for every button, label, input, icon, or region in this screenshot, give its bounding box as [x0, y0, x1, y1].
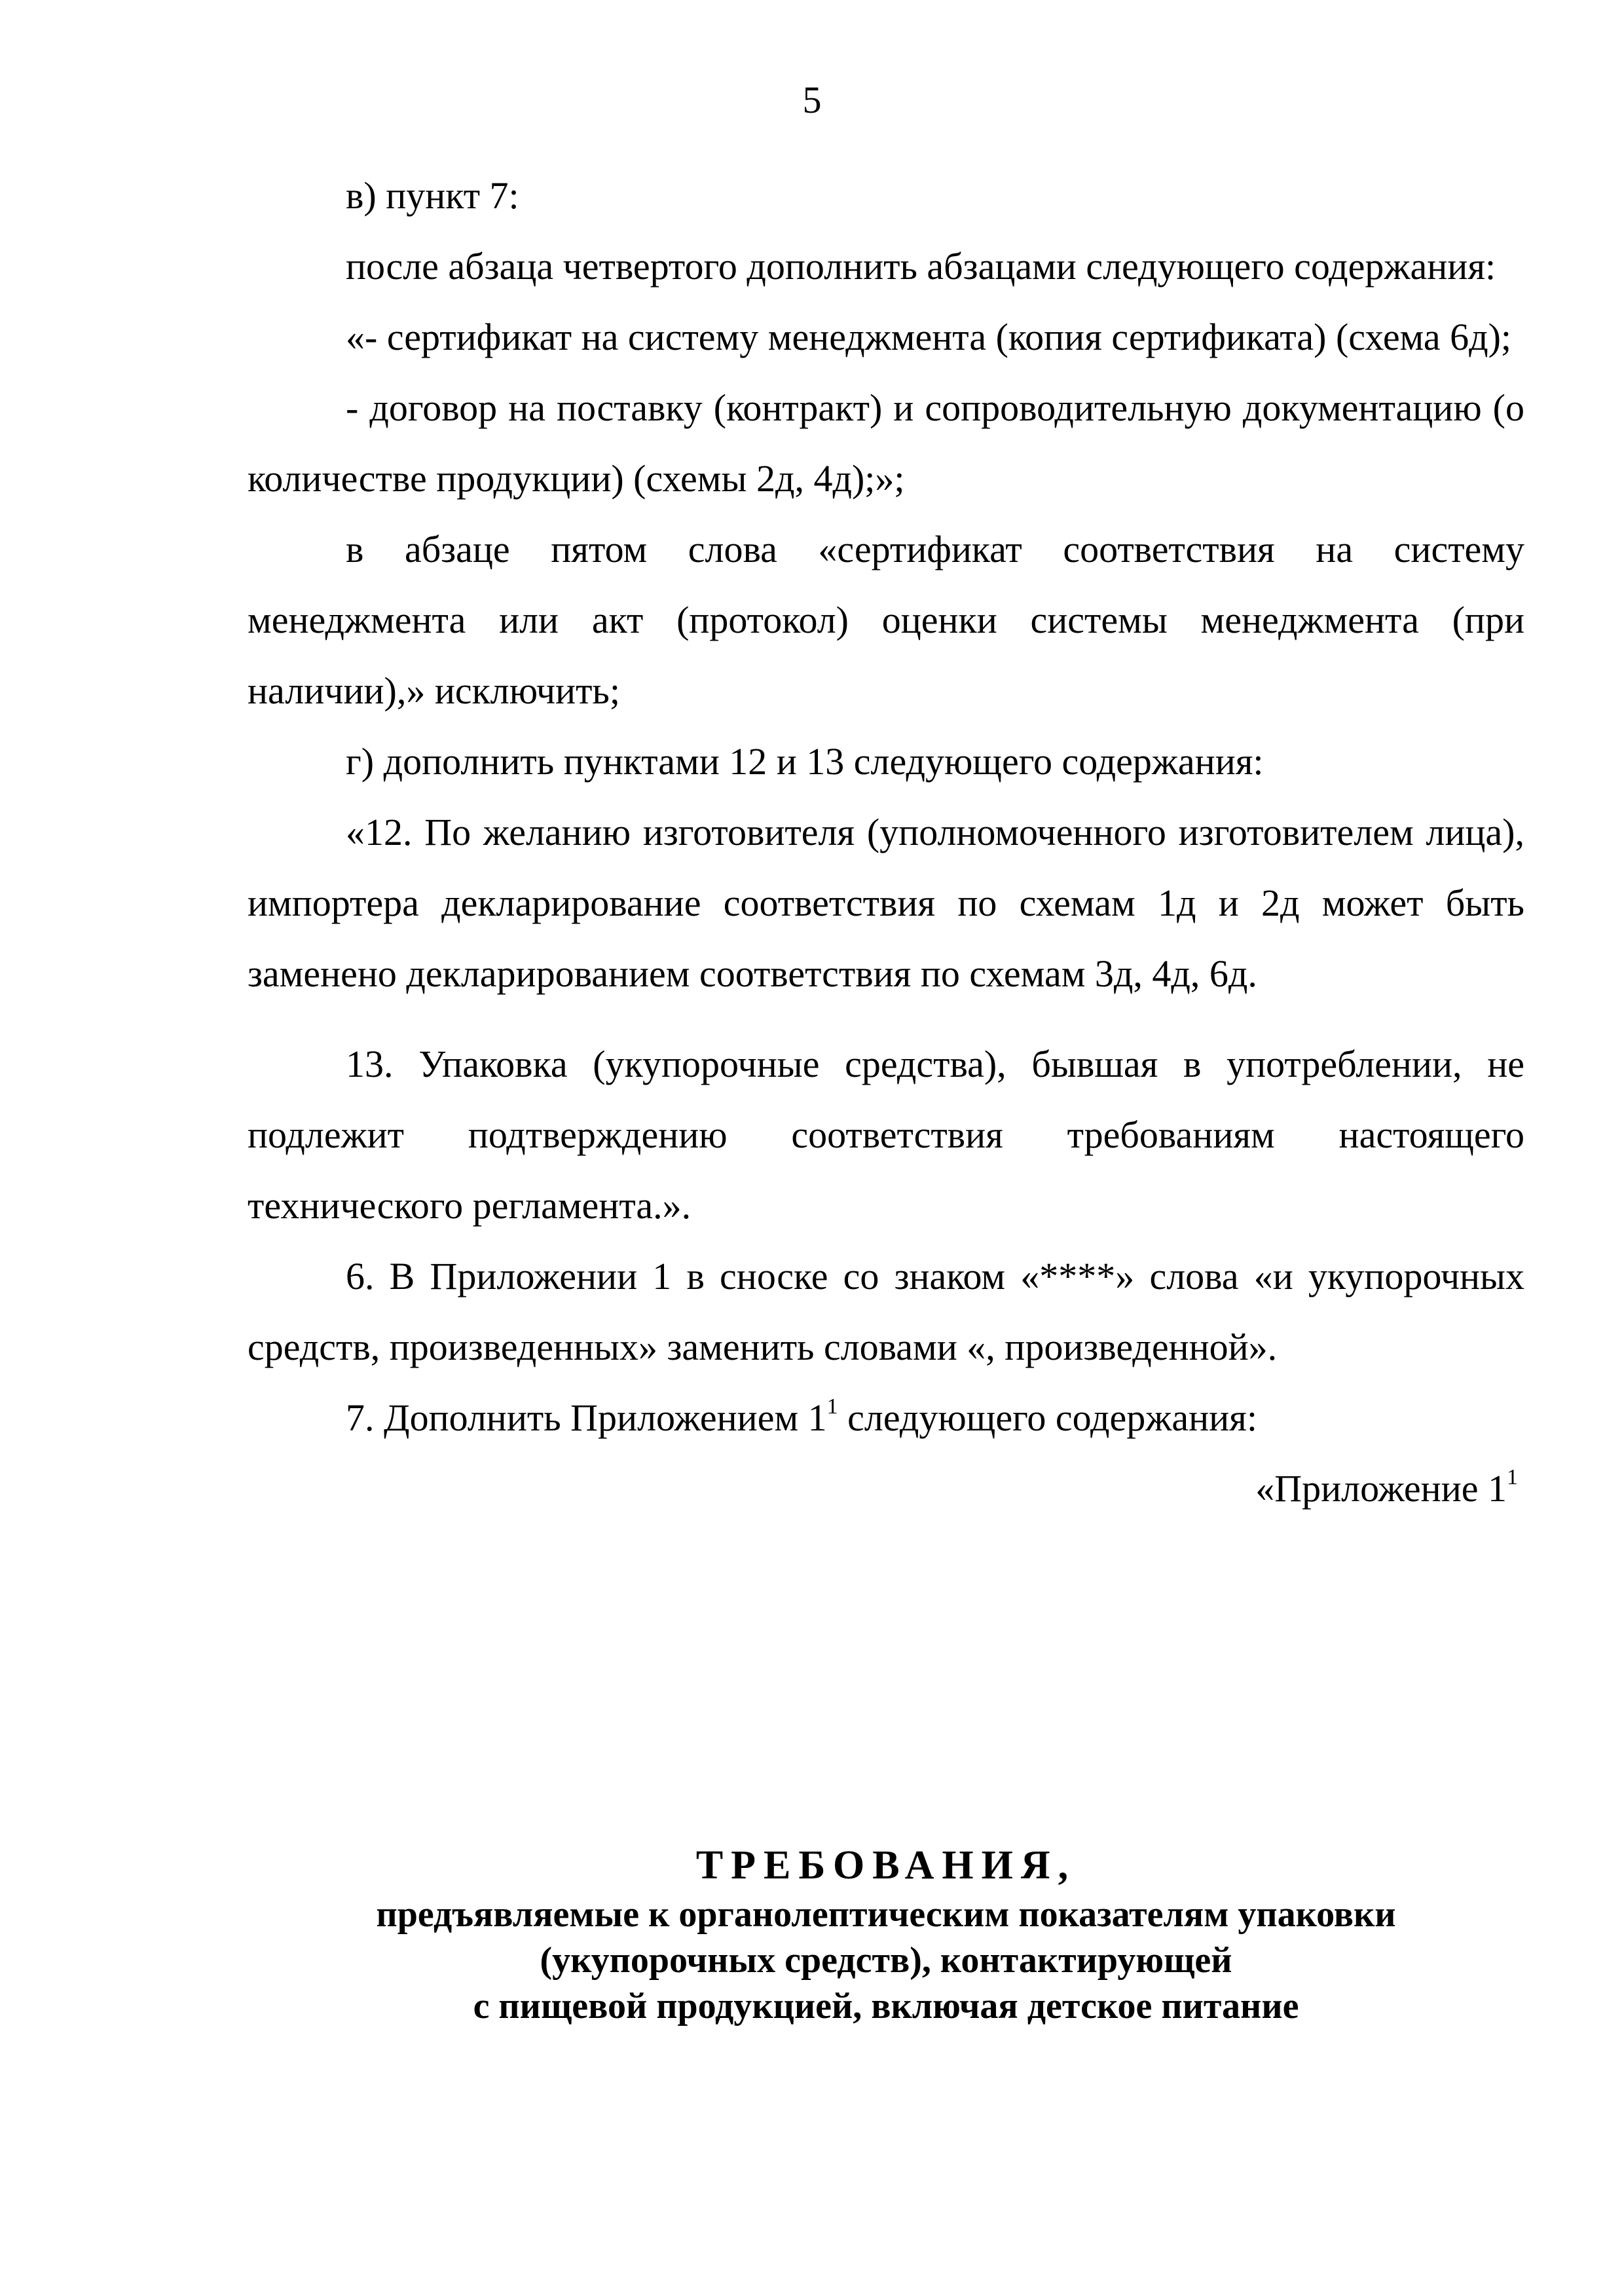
paragraph-contract: - договор на поставку (контракт) и сопроводительную документацию (о количестве продукции) (схемы 2д, 4д);»;	[248, 386, 1524, 500]
item7-text-before: 7. Дополнить Приложением 1	[346, 1396, 827, 1439]
heading-title: ТРЕБОВАНИЯ,	[695, 1843, 1077, 1888]
requirements-heading	[248, 1839, 1524, 2029]
paragraph-item-v: в) пункт 7:	[346, 174, 519, 217]
paragraph-fifth-words: в абзаце пятом слова «сертификат соответствия на систему менеджмента или акт (протокол) оценки системы менеджмента (при наличии),» исключить;	[248, 528, 1524, 712]
paragraph-after-fourth: после абзаца четвертого дополнить абзацами следующего содержания:	[346, 245, 1496, 288]
appendix-label-superscript: 1	[1507, 1465, 1518, 1489]
paragraph-item-7	[248, 1383, 1524, 1453]
paragraph-point-12: «12. По желанию изготовителя (уполномоченного изготовителем лица), импортера декларирование соответствия по схемам 1д и 2д может быть заменено декларированием соответствия по схемам 3д, 4д, 6д.	[248, 811, 1524, 995]
heading-subtitle-line-2: (укупорочных средств), контактирующей	[540, 1940, 1232, 1981]
document-body	[248, 160, 1524, 1524]
item7-superscript: 1	[826, 1394, 838, 1419]
appendix-label-text: «Приложение 1	[1255, 1467, 1507, 1510]
item7-text-after: следующего содержания:	[838, 1396, 1257, 1439]
appendix-label	[248, 1453, 1524, 1524]
page-number: 5	[802, 79, 822, 121]
heading-subtitle-line-1: предъявляемые к органолептическим показателям упаковки	[376, 1894, 1396, 1935]
heading-subtitle-line-3: с пищевой продукцией, включая детское питание	[473, 1986, 1299, 2026]
paragraph-item-g: г) дополнить пунктами 12 и 13 следующего содержания:	[346, 740, 1264, 783]
paragraph-point-13: 13. Упаковка (укупорочные средства), бывшая в употреблении, не подлежит подтверждению соответствия требованиям настоящего технического регламента.».	[248, 1043, 1524, 1227]
paragraph-spacer	[248, 1009, 1524, 1029]
paragraph-item-6: 6. В Приложении 1 в сноске со знаком «****» слова «и укупорочных средств, произведенных» заменить словами «, произведенной».	[248, 1255, 1524, 1368]
paragraph-certificate: «- сертификат на систему менеджмента (копия сертификата) (схема 6д);	[346, 316, 1512, 358]
